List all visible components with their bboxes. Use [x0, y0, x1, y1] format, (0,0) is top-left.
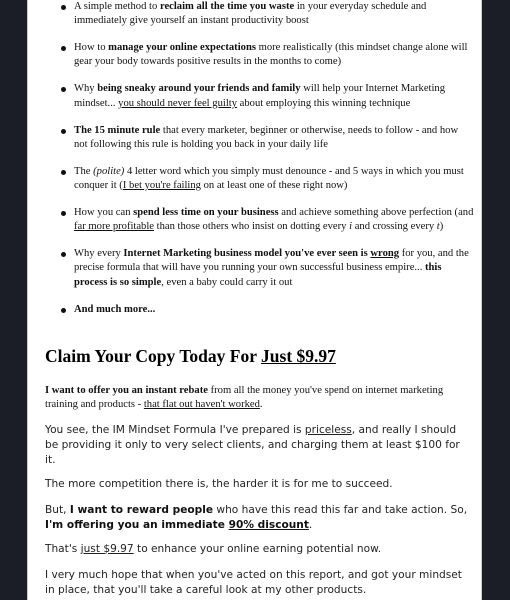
- text-segment: to enhance your online earning potential now.: [133, 543, 382, 555]
- text-segment: that flat out haven't worked: [143, 398, 260, 410]
- text-segment: i: [349, 221, 353, 233]
- text-segment: A simple method to: [74, 1, 160, 12]
- text-segment: I want to reward people: [69, 504, 214, 516]
- benefit-item: [62, 247, 474, 290]
- reward-paragraph: [45, 503, 470, 533]
- text-segment: I bet you're failing: [122, 180, 201, 192]
- text-segment: will help your Internet Marketing mindset...: [74, 83, 445, 109]
- text-segment: wrong: [370, 248, 400, 260]
- competition-paragraph: [45, 477, 470, 492]
- text-segment: .: [259, 398, 263, 410]
- rebate-paragraph: [45, 384, 465, 411]
- offer-heading-text: Claim Your Copy Today For: [45, 346, 262, 366]
- text-segment: in your everyday schedule and immediately give yourself an instant productivity boost: [74, 1, 427, 27]
- text-segment: you should never feel guilty: [118, 97, 237, 109]
- text-segment: far more profitable: [74, 221, 155, 233]
- text-segment: reclaim all the time you waste: [159, 1, 295, 12]
- text-segment: this process is so simple: [74, 262, 442, 288]
- benefit-item: [62, 0, 474, 29]
- text-segment: more realistically (this mindset change alone will gear your body towards positive results in the months to come): [74, 42, 468, 68]
- text-segment: ): [439, 221, 444, 233]
- benefits-list: [62, 0, 474, 330]
- text-segment: , even a baby could carry it out: [161, 276, 293, 288]
- text-segment: 4 letter word which you simply must denounce - and 5 ways in which you must conquer it (: [74, 165, 464, 192]
- benefit-item: [62, 303, 474, 317]
- text-segment: I'm offering you an immediate: [45, 519, 229, 531]
- text-segment: that every marketer, beginner or otherwise, needs to follow - and how not following this rule is holding you back in your daily life: [74, 124, 459, 150]
- text-segment: How you can: [74, 206, 134, 218]
- text-segment: And much more...: [74, 303, 156, 315]
- text-segment: and achieve something above perfection (and: [278, 206, 474, 218]
- text-segment: Internet Marketing business model you've ever seen is: [123, 248, 371, 260]
- offer-price: Just $9.97: [261, 346, 336, 366]
- text-segment: priceless: [304, 424, 352, 436]
- text-segment: from all the money you've spend on internet marketing training and products -: [45, 385, 444, 410]
- benefit-item: [62, 41, 474, 70]
- text-segment: 90% discount: [228, 519, 309, 531]
- benefit-item: [62, 82, 474, 111]
- text-segment: t: [436, 221, 440, 233]
- products-paragraph: [45, 568, 470, 598]
- text-segment: for you, and the precise formula that will have you running your own successful business empire...: [74, 248, 469, 274]
- text-segment: manage your online expectations: [108, 42, 256, 54]
- sales-page: [27, 0, 482, 600]
- text-segment: (polite): [93, 165, 125, 177]
- text-segment: who have this read this far and take action. So,: [213, 504, 468, 516]
- text-segment: on at least one of these right now): [200, 180, 348, 192]
- benefit-item: [62, 206, 474, 235]
- offer-heading: [45, 346, 336, 367]
- price-paragraph: [45, 542, 470, 557]
- text-segment: The more competition there is, the harder it is for me to succeed.: [45, 478, 393, 490]
- text-segment: Why every: [74, 248, 124, 260]
- text-segment: The: [74, 165, 94, 177]
- text-segment: You see, the IM Mindset Formula I've prepared is: [45, 424, 305, 436]
- text-segment: How to: [74, 42, 109, 54]
- text-segment: spend less time on your business: [133, 206, 279, 218]
- text-segment: than those others who insist on dotting every: [154, 221, 350, 233]
- text-segment: , and really I should be providing it only to very select clients, and charging them at least $100 for it.: [45, 424, 460, 466]
- text-segment: I very much hope that when you've acted on this report, and got your mindset in place, that you'll take a careful look at my other products.: [45, 569, 462, 596]
- text-segment: just $9.97: [80, 543, 134, 555]
- benefit-item: [62, 165, 474, 194]
- text-segment: But,: [45, 504, 70, 516]
- text-segment: .: [308, 519, 313, 531]
- text-segment: about employing this winning technique: [237, 97, 411, 109]
- priceless-paragraph: [45, 423, 470, 468]
- text-segment: I want to offer you an instant rebate: [45, 385, 208, 396]
- text-segment: Why: [74, 83, 98, 95]
- text-segment: That's: [45, 543, 81, 555]
- benefit-item: [62, 124, 474, 153]
- text-segment: The 15 minute rule: [74, 124, 161, 136]
- text-segment: being sneaky around your friends and family: [97, 83, 301, 95]
- text-segment: and crossing every: [352, 221, 437, 233]
